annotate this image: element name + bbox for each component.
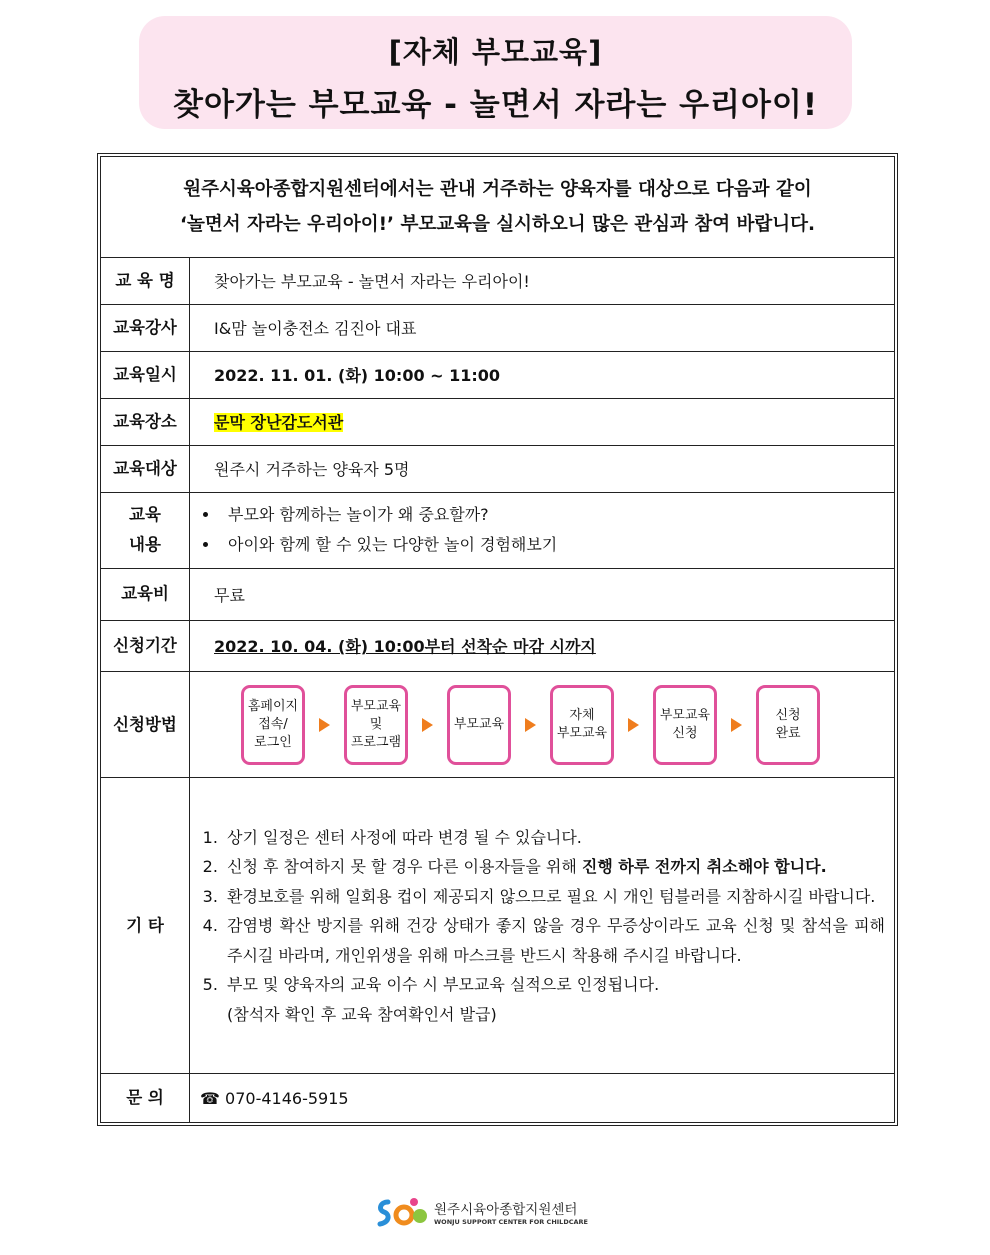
arrow-right-icon: [628, 718, 639, 732]
arrow-right-icon: [422, 718, 433, 732]
row-fee: [101, 568, 894, 620]
note-item-sub: (참석자 확인 후 교육 참여확인서 발급): [227, 1004, 497, 1024]
row-instructor: [101, 304, 894, 351]
intro-line-1: 원주시육아종합지원센터에서는 관내 거주하는 양육자를 대상으로 다음과 같이: [183, 178, 812, 200]
title-banner: [139, 16, 852, 129]
note-item: [223, 852, 885, 882]
value-name: 찾아가는 부모교육 - 놀면서 자라는 우리아이!: [190, 257, 895, 304]
row-content: [101, 492, 894, 568]
arrow-right-icon: [319, 718, 330, 732]
note-item: 1. 상기 일정은 센터 사정에 따라 변경 될 수 있습니다.: [223, 823, 885, 853]
step-parent-education: 부모교육: [447, 685, 511, 765]
label-notes: 기 타: [101, 778, 190, 1074]
row-name: [101, 257, 894, 304]
row-contact: [101, 1074, 894, 1122]
value-instructor: I&맘 놀이충전소 김진아 대표: [190, 304, 895, 351]
arrow-right-icon: [731, 718, 742, 732]
label-fee: 교육비: [101, 568, 190, 620]
footer-logo: [374, 1196, 614, 1232]
info-table: [101, 157, 894, 1122]
list-item: • 아이와 함께 할 수 있는 다양한 놀이 경험해보기: [220, 530, 893, 560]
step-homepage-login: 홈페이지 접속/ 로그인: [241, 685, 305, 765]
label-name: 교 육 명: [101, 257, 190, 304]
label-place: 교육장소: [101, 398, 190, 445]
note-item-text: 부모 및 양육자의 교육 이수 시 부모교육 실적으로 인정됩니다.: [227, 975, 660, 994]
footer-org-name: 원주시육아종합지원센터: [434, 1202, 578, 1218]
value-datetime: 2022. 11. 01. (화) 10:00 ~ 11:00: [190, 351, 895, 398]
row-datetime: [101, 351, 894, 398]
note-item: 4. 감염병 확산 방지를 위해 건강 상태가 좋지 않을 경우 무증상이라도 교육 신청 및 참석을 피해주시길 바라며, 개인위생을 위해 마스크를 반드시 착용해 주시길 바랍니다.: [223, 911, 885, 970]
row-target: [101, 445, 894, 492]
step-complete: 신청 완료: [756, 685, 820, 765]
row-method: [101, 672, 894, 778]
label-method: 신청방법: [101, 672, 190, 778]
center-logo-icon: [374, 1196, 430, 1230]
value-period: 2022. 10. 04. (화) 10:00부터 선착순 마감 시까지: [214, 637, 596, 657]
title-category: [자체 부모교육]: [388, 35, 603, 69]
label-content-line-2: 내용: [129, 535, 161, 555]
arrow-right-icon: [525, 718, 536, 732]
row-period: [101, 620, 894, 671]
footer-org-name-en: WONJU SUPPORT CENTER FOR CHILDCARE: [434, 1218, 588, 1226]
value-place: 문막 장난감도서관: [214, 413, 344, 433]
label-datetime: 교육일시: [101, 351, 190, 398]
note-item: 3. 환경보호를 위해 일회용 컵이 제공되지 않으므로 필요 시 개인 텀블러를 지참하시길 바랍니다.: [223, 882, 885, 912]
value-fee: 무료: [190, 568, 895, 620]
intro-line-2: ‘놀면서 자라는 우리아이!’ 부모교육을 실시하오니 많은 관심과 참여 바랍니다.: [179, 213, 816, 235]
label-target: 교육대상: [101, 445, 190, 492]
step-own-education: 자체 부모교육: [550, 685, 614, 765]
row-notes: [101, 778, 894, 1074]
contact-phone: 070-4146-5915: [225, 1088, 349, 1108]
note-item-bold: 진행 하루 전까지 취소해야 합니다.: [581, 857, 827, 876]
label-contact: 문 의: [101, 1074, 190, 1122]
intro-text: [101, 157, 894, 257]
list-item: • 부모와 함께하는 놀이가 왜 중요할까?: [220, 500, 893, 530]
step-parent-program: 부모교육 및 프로그램: [344, 685, 408, 765]
label-content: [101, 492, 190, 568]
label-period: 신청기간: [101, 620, 190, 671]
label-instructor: 교육강사: [101, 304, 190, 351]
label-content-line-1: 교육: [129, 505, 161, 525]
page-title: 찾아가는 부모교육 - 놀면서 자라는 우리아이!: [173, 87, 818, 123]
step-apply: 부모교육 신청: [653, 685, 717, 765]
content-list: [198, 500, 893, 560]
value-target: 원주시 거주하는 양육자 5명: [190, 445, 895, 492]
apply-steps: [191, 685, 893, 765]
phone-icon: ☎: [200, 1088, 220, 1108]
info-table-frame: [97, 153, 898, 1126]
note-item-text: 신청 후 참여하지 못 할 경우 다른 이용자들을 위해: [227, 857, 582, 876]
notes-list: [191, 823, 893, 1030]
note-item: [223, 970, 885, 1029]
row-place: [101, 398, 894, 445]
